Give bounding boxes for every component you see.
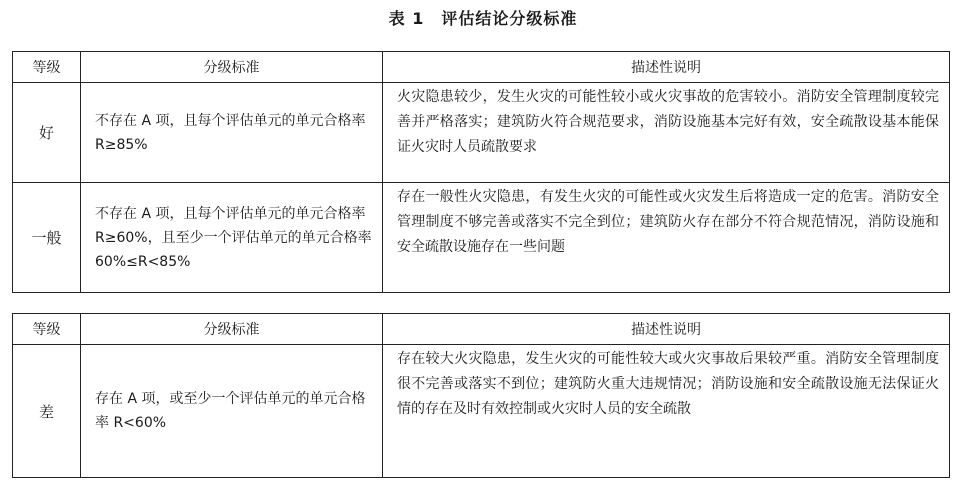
header-description: 描述性说明 [383, 314, 950, 345]
header-criteria: 分级标准 [81, 314, 383, 345]
table-row-average [13, 183, 950, 293]
header-grade: 等级 [13, 52, 81, 83]
criteria-cell: 存在 A 项，或至少一个评估单元的单元合格率 R<60% [81, 345, 383, 478]
description-cell: 存在较大火灾隐患，发生火灾的可能性较大或火灾事故后果较严重。消防安全管理制度很不完善或落实不到位；建筑防火重大违规情况；消防设施和安全疏散设施无法保证火情的存在及时有效控制或火灾时人员的安全疏散 [383, 345, 950, 478]
header-grade: 等级 [13, 314, 81, 345]
header-criteria: 分级标准 [81, 52, 383, 83]
table-row-poor [13, 345, 950, 478]
grade-cell: 一般 [13, 183, 81, 293]
description-cell: 火灾隐患较少，发生火灾的可能性较小或火灾事故的危害较小。消防安全管理制度较完善并严格落实；建筑防火符合规范要求，消防设施基本完好有效，安全疏散设基本能保证火灾时人员疏散要求 [383, 83, 950, 183]
grade-cell: 差 [13, 345, 81, 478]
grading-table-part-1 [12, 51, 950, 293]
grading-table-part-2 [12, 313, 950, 478]
grade-cell: 好 [13, 83, 81, 183]
table-header-row [13, 314, 950, 345]
criteria-cell: 不存在 A 项，且每个评估单元的单元合格率 R≥85% [81, 83, 383, 183]
table-header-row [13, 52, 950, 83]
table-row-good [13, 83, 950, 183]
header-description: 描述性说明 [383, 52, 950, 83]
table-title: 表 1 评估结论分级标准 [388, 9, 578, 28]
description-cell: 存在一般性火灾隐患，有发生火灾的可能性或火灾发生后将造成一定的危害。消防安全管理制度不够完善或落实不完全到位；建筑防火存在部分不符合规范情况，消防设施和安全疏散设施存在一些问题 [383, 183, 950, 293]
criteria-cell: 不存在 A 项，且每个评估单元的单元合格率 R≥60%，且至少一个评估单元的单元合格率 60%≤R<85% [81, 183, 383, 293]
